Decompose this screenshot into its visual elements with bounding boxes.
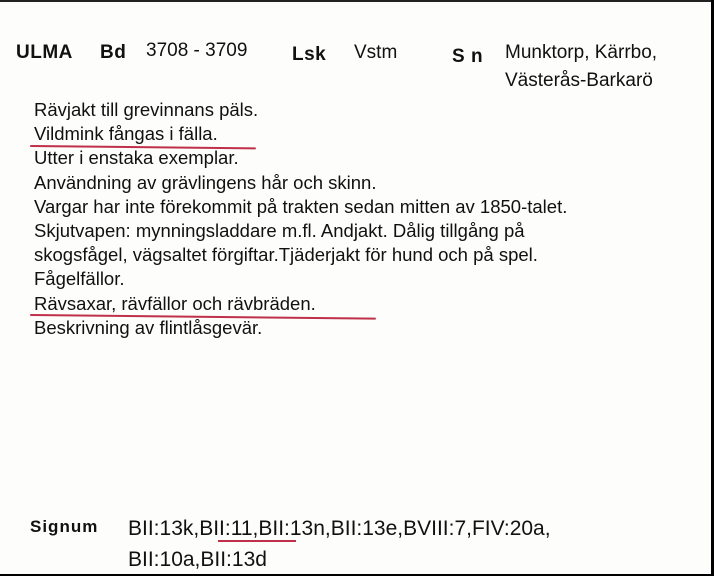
signum-line-2: BII:10a,BII:13d [128, 548, 267, 571]
lsk-value: Vstm [354, 42, 398, 63]
body-line: Skjutvapen: mynningsladdare m.fl. Andjakt. Dålig tillgång på [34, 220, 525, 242]
lsk-label: Lsk [292, 44, 327, 65]
body-line: Användning av grävlingens hår och skinn. [34, 171, 377, 193]
body-line: Beskrivning av flintlåsgevär. [34, 316, 263, 338]
body-line: Rävjakt till grevinnans päls. [34, 99, 259, 120]
bd-label: Bd [100, 42, 127, 63]
sn-label: S n [452, 46, 484, 67]
body-line-underlined [34, 122, 567, 146]
card-top-edge [0, 0, 714, 2]
signum-label: Signum [30, 517, 99, 536]
ulma-label: ULMA [16, 42, 73, 63]
body-line: skogsfågel, vägsaltet förgiftar.Tjäderjakt för hund och på spel. [34, 244, 538, 266]
body-line: Fågelfällor. [34, 268, 125, 290]
signum-line-1: BII:13k,BII:11,BII:13n,BII:13e,BVIII:7,FIV:20a, [128, 517, 551, 540]
body-line-underlined [34, 292, 567, 316]
sn-value-line2: Västerås-Barkarö [505, 70, 653, 91]
body-line: Vargar har inte förekommit på trakten sedan mitten av 1850-talet. [34, 195, 568, 217]
sn-value-line1: Munktorp, Kärrbo, [505, 42, 658, 63]
card-body [34, 98, 567, 340]
body-line: Utter i enstaka exemplar. [34, 147, 239, 169]
bd-value: 3708 - 3709 [146, 40, 248, 61]
signum-red-underline [218, 540, 296, 542]
body-line-text: Rävsaxar, rävfällor och rävbräden. [34, 292, 316, 314]
signum-values [128, 513, 551, 575]
body-line-text: Vildmink fångas i fälla. [34, 123, 218, 145]
